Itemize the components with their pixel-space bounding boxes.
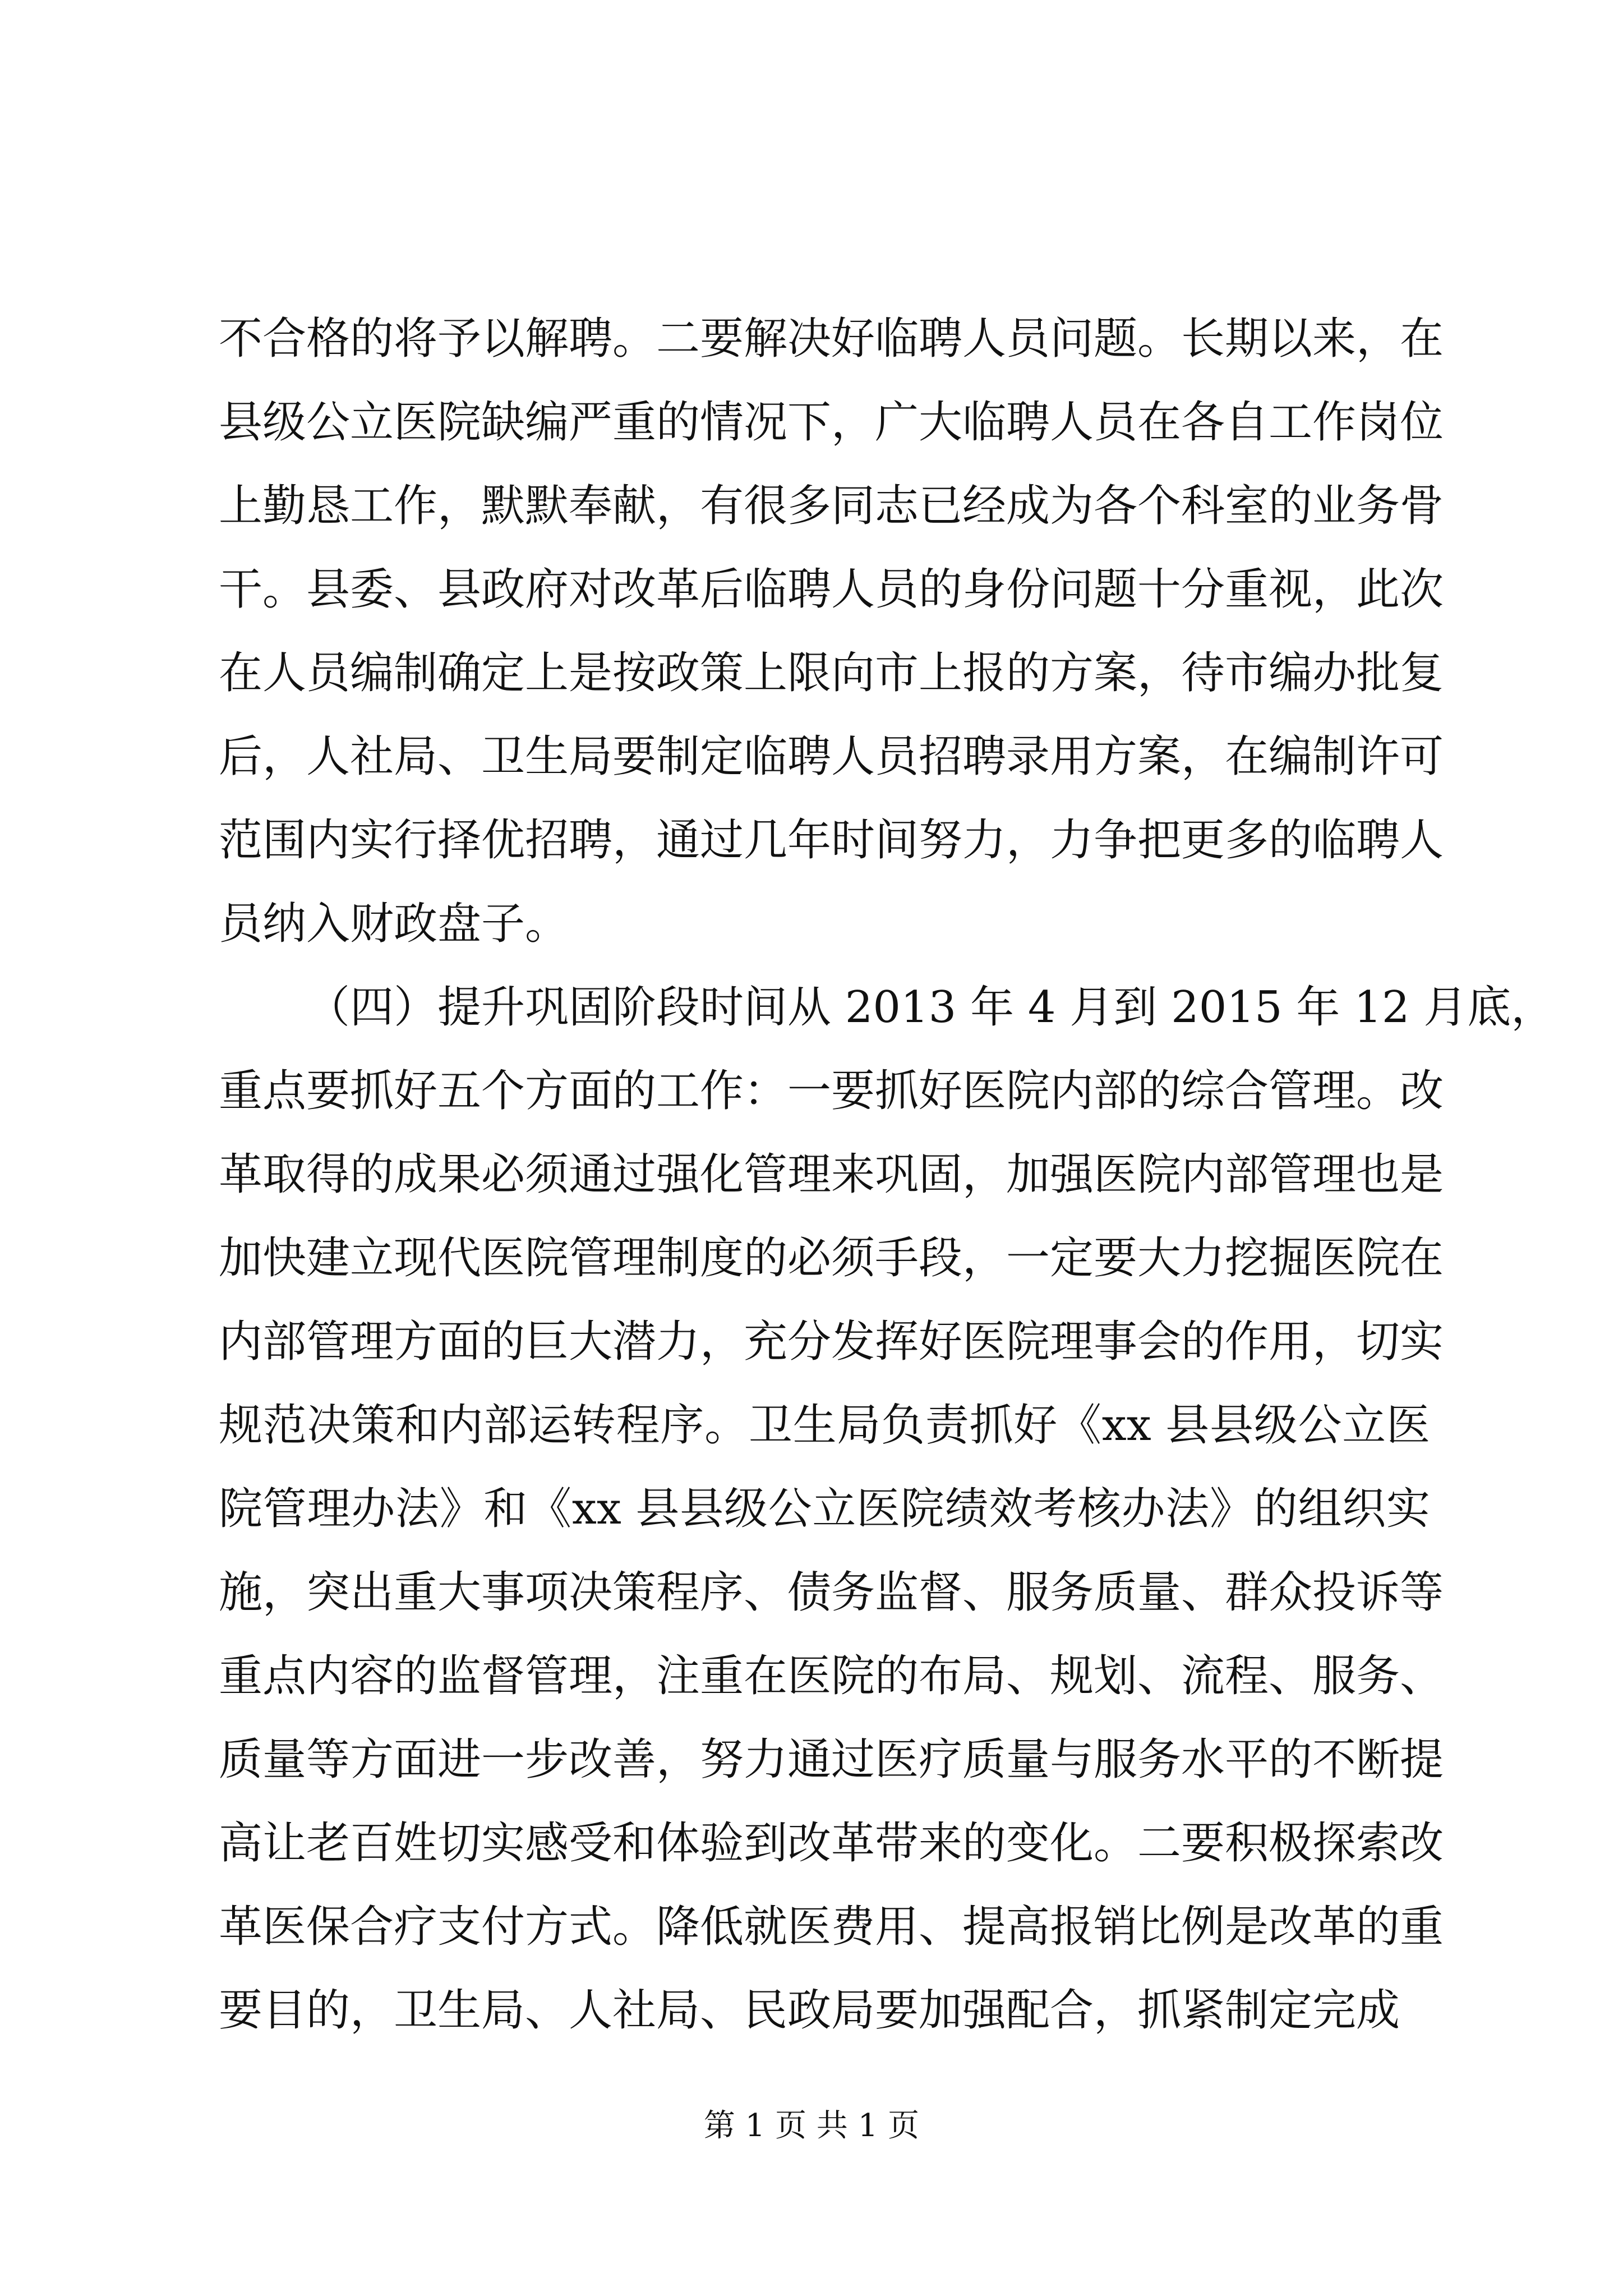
- text-line: 革取得的成果必须通过强化管理来巩固，加强医院内部管理也是: [219, 1149, 1444, 1200]
- text-line: 在人员编制确定上是按政策上限向市上报的方案，待市编办批复: [219, 648, 1444, 698]
- text-line: 上勤恳工作，默默奉献，有很多同志已经成为各个科室的业务骨: [219, 481, 1444, 531]
- text-line: 干。县委、县政府对改革后临聘人员的身份问题十分重视，此次: [219, 564, 1444, 615]
- paragraph-start-line: （四）提升巩固阶段时间从 2013 年 4 月到 2015 年 12 月底，: [306, 982, 1555, 1033]
- text-line: 后，人社局、卫生局要制定临聘人员招聘录用方案，在编制许可: [219, 731, 1444, 782]
- page-footer: 第 1 页 共 1 页: [703, 2108, 920, 2144]
- text-line: 重点要抓好五个方面的工作：一要抓好医院内部的综合管理。改: [219, 1066, 1444, 1116]
- text-line: 员纳入财政盘子。: [219, 899, 569, 949]
- text-line: 要目的，卫生局、人社局、民政局要加强配合，抓紧制定完成: [219, 1985, 1400, 2036]
- text-line: 不合格的将予以解聘。二要解决好临聘人员问题。长期以来，在: [219, 314, 1444, 364]
- text-line: 高让老百姓切实感受和体验到改革带来的变化。二要积极探索改: [219, 1818, 1444, 1869]
- text-line: 院管理办法》和《xx 县县级公立医院绩效考核办法》的组织实: [219, 1484, 1430, 1534]
- text-line: 加快建立现代医院管理制度的必须手段，一定要大力挖掘医院在: [219, 1233, 1444, 1283]
- text-line: 重点内容的监督管理，注重在医院的布局、规划、流程、服务、: [219, 1651, 1444, 1701]
- text-line: 施，突出重大事项决策程序、债务监督、服务质量、群众投诉等: [219, 1567, 1444, 1618]
- text-line: 范围内实行择优招聘，通过几年时间努力，力争把更多的临聘人: [219, 815, 1444, 866]
- body-text: [219, 297, 1555, 2053]
- text-line: 质量等方面进一步改善，努力通过医疗质量与服务水平的不断提: [219, 1734, 1444, 1785]
- text-line: 规范决策和内部运转程序。卫生局负责抓好《xx 县县级公立医: [219, 1400, 1430, 1451]
- text-line: 革医保合疗支付方式。降低就医费用、提高报销比例是改革的重: [219, 1902, 1444, 1952]
- text-line: 县级公立医院缺编严重的情况下，广大临聘人员在各自工作岗位: [219, 397, 1444, 448]
- text-line: 内部管理方面的巨大潜力，充分发挥好医院理事会的作用，切实: [219, 1317, 1444, 1367]
